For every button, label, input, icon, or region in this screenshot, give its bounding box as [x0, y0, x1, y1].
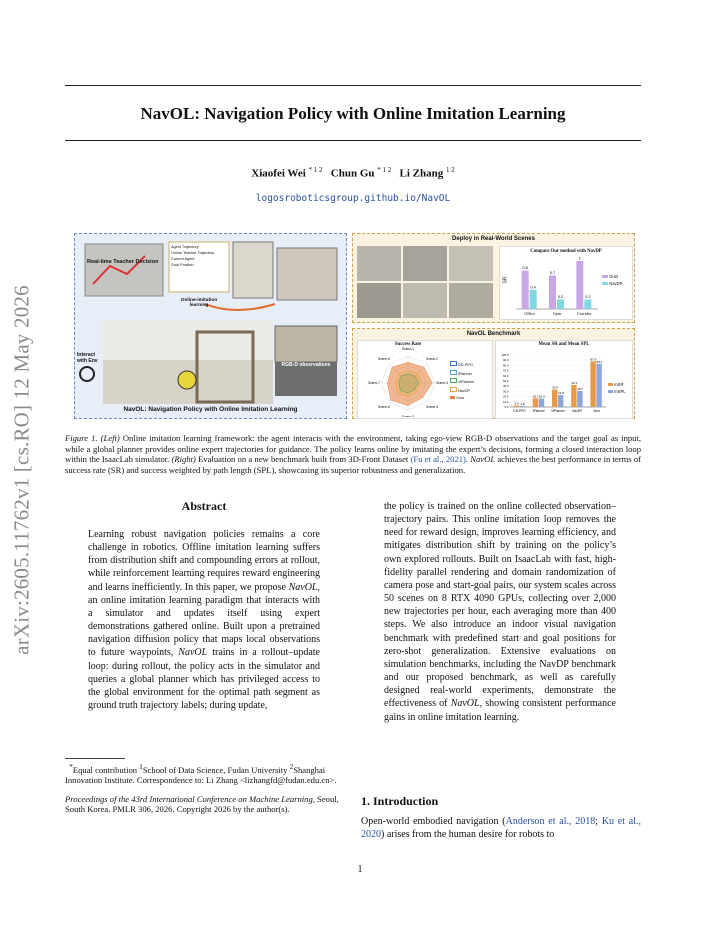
legend-swatch	[450, 361, 457, 366]
title-bottom-rule	[65, 140, 641, 141]
legend-swatch	[450, 387, 457, 392]
loop-icon	[80, 367, 94, 381]
figure-left-panel	[74, 233, 347, 419]
author-list	[65, 166, 641, 180]
data-label: 0.7	[549, 270, 556, 275]
legend-item	[608, 388, 626, 395]
legend-text: DD-PPO	[458, 363, 473, 367]
bar	[533, 398, 538, 407]
radar-axis-label: Scene-7	[368, 381, 380, 385]
intro-text-part: Open-world embodied navigation (	[361, 816, 506, 827]
real-world-photo	[357, 283, 401, 318]
radar-title: Success Rate	[394, 342, 422, 347]
rgb-observation-image	[275, 326, 337, 362]
bar	[584, 299, 591, 309]
bar	[530, 290, 537, 309]
teacher-map-image	[85, 244, 163, 296]
real-world-photo	[449, 283, 493, 318]
intro-text-part: ) arises from the human desire for robots to	[381, 829, 555, 841]
footnote-affiliations: *Equal contribution $^1$School of Data Science, Fudan University $^2$Shanghai Innovation Institute. Correspondence to: Li Zhang <lizhangfd@fudan.edu.cn>.	[65, 763, 337, 786]
caption-right-tag: (Right)	[171, 454, 196, 465]
citation-link[interactable]: Ku et al., 2020	[361, 816, 642, 841]
legend-item: Online Teacher Trajectory	[171, 251, 215, 255]
y-tick-label: 30.0	[503, 389, 509, 394]
legend-swatch	[608, 383, 613, 386]
title-top-rule	[65, 85, 641, 86]
data-label: 0.2	[585, 294, 591, 299]
project-url-link[interactable]: logosroboticsgroup.github.io/NavOL	[255, 193, 451, 204]
tick-label: iPlanner	[532, 409, 545, 413]
figure-banner: NavOL: Navigation Policy with Online Imitation Learning	[123, 406, 298, 413]
footnote-text: Equal contribution	[72, 764, 138, 775]
tick-label: DD-PPO	[513, 409, 526, 413]
legend-swatch	[450, 396, 455, 399]
legend-text: ViPlanner	[458, 380, 475, 384]
footnote-text: School of Data Science, Fudan University	[142, 764, 288, 775]
radar-axis-label: Scene-3	[436, 381, 448, 385]
data-label: 16.4	[538, 394, 545, 399]
paper-title: NavOL: Navigation Policy with Online Imitation Learning	[140, 104, 566, 123]
legend-text: Ours	[609, 274, 619, 279]
radar-chart-svg	[358, 341, 458, 417]
caption-navol: NavOL	[470, 454, 496, 465]
bar	[520, 406, 525, 407]
figure-legend	[171, 244, 227, 268]
bar	[522, 271, 529, 309]
citation-link[interactable]: Anderson et al., 2018	[505, 816, 596, 827]
y-tick-label: 0.0	[504, 405, 509, 409]
data-label: 2.9	[514, 401, 519, 406]
legend-item: Current Agent	[171, 257, 195, 261]
figure-caption	[65, 433, 641, 475]
radar-panel	[357, 340, 493, 419]
bar	[571, 385, 576, 407]
robot-dog-shape	[178, 371, 196, 389]
bar	[576, 261, 583, 309]
interact-env-label: Interact with Env	[77, 352, 98, 364]
data-label: 42.3	[571, 381, 578, 386]
y-tick-label: 100.0	[501, 353, 509, 357]
bar	[552, 390, 557, 407]
tick-label: Ours	[592, 409, 600, 413]
abstract-navol: NavOL	[288, 581, 318, 593]
radar-axis-label: Scene-8	[378, 356, 390, 361]
legend-text: mSPL	[614, 389, 626, 394]
author-name: Xiaofei Wei	[251, 167, 306, 180]
mean-bar-legend	[608, 381, 626, 395]
tick-label: Corridor	[577, 311, 592, 316]
legend-text: NavDP	[609, 281, 623, 286]
legend-item: Agent Trajectory	[171, 245, 199, 249]
y-tick-label: 40.0	[503, 384, 509, 389]
y-tick-label: 10.0	[503, 399, 509, 404]
y-tick-label: 70.0	[503, 368, 509, 373]
arxiv-stamp-text: arXiv:2605.11762v1 [cs.RO] 12 May 2026	[9, 285, 34, 655]
bar	[557, 299, 564, 309]
legend-swatch	[608, 390, 613, 393]
proceedings-note	[65, 794, 355, 815]
abstract-right-text	[384, 500, 616, 724]
page-number: 1	[357, 864, 363, 875]
legend-text: NavDP	[458, 388, 471, 393]
author-name: Chun Gu	[330, 167, 375, 180]
legend-item	[608, 381, 626, 388]
legend-swatch	[450, 370, 457, 375]
caption-text: achieves the best performance in terms of success rate (SR) and success weighted by path length (SPL), showcasing its superior robustness and generalization.	[65, 454, 642, 475]
radar-axis-label: Scene-1	[402, 347, 414, 351]
figure-right-top	[352, 233, 635, 323]
abstract-text: the policy is trained on the online collected observation–trajectory pairs. This online imitation loop removes the need for reward design, improves learning efficiency, and mitigates distribution shift by training on the policy’s own explored rollouts. Built on IsaacLab with fast, high-fidelity parallel rendering and domain randomization of camera pose and start-goal pairs, our system scales across 50 scenes on 8 RTX 4090 GPUs, collecting over 2,000 new trajectories per hour, each averaging more than 400 steps. We also introduce an indoor visual navigation benchmark with predefined start and goal positions for zero-shot generalization. Extensive evaluations on simulation benchmarks, including the NavDP benchmark and our proposed benchmark, as well as carefully designed real-world experiments, demonstrate the effectiveness of	[384, 501, 616, 710]
tick-label: Gym	[552, 311, 562, 316]
compare-chart-panel	[499, 246, 633, 320]
scene-wall	[103, 320, 273, 360]
tick-label: NavDP	[572, 409, 583, 413]
footnote-rule	[65, 758, 125, 759]
data-label: 83.1	[596, 359, 603, 364]
bar	[577, 391, 582, 407]
footnote-text: Shanghai Innovation Institute. Correspondence to: Li Zhang <lizhangfd@fudan.edu.cn>.	[65, 764, 337, 786]
abstract-text: trains in a rollout–update loop: during rollout, the policy acts in the simulator and queries a global planner which has privileged access to the global environment for the optimal path segment as ground truth trajectory labels; during update,	[88, 647, 320, 712]
intro-heading: 1. Introduction	[361, 794, 439, 808]
abstract-heading: Abstract	[181, 499, 227, 513]
author-affil: 1 2	[445, 166, 455, 174]
proceedings-text: , Seoul, South Korea. PMLR 306, 2026. Copyright 2026 by the author(s).	[65, 793, 339, 815]
data-label: 22.8	[558, 391, 564, 396]
legend-item	[450, 361, 474, 370]
radar-legend	[450, 361, 474, 403]
y-tick-label: 60.0	[503, 373, 509, 378]
abstract-text: , showing consistent performance gains in online imitation learning.	[384, 698, 616, 723]
data-label: 33.6	[552, 385, 558, 390]
intro-text-part: ;	[595, 816, 602, 827]
real-world-photo	[449, 246, 493, 281]
legend-text: mSR	[614, 382, 624, 387]
teacher-decision-label: Real-time Teacher Decision	[87, 259, 159, 265]
mean-bar-chart-svg	[496, 341, 632, 418]
radar-axis-label: Scene-2	[426, 356, 438, 361]
data-label: 1	[578, 256, 581, 261]
legend-text: iPlanner	[458, 371, 472, 376]
abstract-navol: NavOL	[178, 647, 208, 659]
data-label: 16.7	[532, 394, 539, 399]
mean-bar-title: Mean SR and Mean SPL	[538, 342, 590, 347]
legend-ours	[602, 273, 622, 280]
data-label: 0.8	[522, 266, 528, 271]
mean-bar-panel	[495, 340, 633, 419]
data-label: 30.7	[577, 387, 584, 392]
real-world-photo	[403, 246, 447, 281]
y-tick-label: 80.0	[503, 363, 509, 368]
legend-swatch	[450, 378, 457, 383]
bar	[539, 398, 544, 407]
legend-navdp	[602, 280, 622, 287]
author-affil: * 1 2	[377, 166, 392, 174]
data-label: 87.9	[590, 357, 597, 362]
benchmark-title: NavOL Benchmark	[466, 331, 521, 337]
legend-item	[450, 387, 474, 396]
data-label: 1.8	[520, 402, 525, 407]
author-affil: * 1 2	[308, 166, 323, 174]
data-label: 0.4	[530, 285, 536, 290]
caption-text: Evaluation on a new benchmark built from 3D-Front Dataset	[195, 454, 411, 465]
proceedings-title: Proceedings of the 43rd International Conference on Machine Learning	[65, 793, 313, 804]
floorplan-image	[233, 242, 273, 298]
bar	[558, 395, 563, 407]
tick-label: Office	[524, 311, 535, 316]
rgbd-label: RGB-D observations	[281, 362, 331, 368]
caption-label: Figure 1.	[65, 433, 98, 443]
compare-ylabel: SR	[502, 276, 509, 284]
citation-link[interactable]: (Fu et al., 2021)	[410, 454, 466, 465]
bar	[590, 361, 595, 407]
radar-axis-label: Scene-5	[402, 415, 414, 417]
arxiv-stamp	[2, 250, 42, 690]
footnote	[65, 762, 355, 814]
radar-axis-label: Scene-6	[378, 405, 390, 410]
floorplan-image	[277, 248, 337, 300]
y-tick-label: 20.0	[503, 394, 509, 399]
caption-left-tag: (Left)	[100, 433, 120, 443]
online-imitation-label: Online-imitation learning	[180, 298, 218, 308]
y-tick-label: 90.0	[503, 358, 509, 363]
legend-text: Ours	[456, 396, 465, 400]
author-name: Li Zhang	[399, 167, 444, 180]
legend-item	[450, 395, 474, 403]
real-world-photo	[403, 283, 447, 318]
abstract-text: , an online imitation learning paradigm that interacts with a simulator and updates itself using expert demonstrations gathered online. Built upon a pretrained navigation diffusion policy that maps local observations to future waypoints,	[88, 581, 320, 659]
bar	[549, 275, 556, 309]
deploy-title: Deploy in Real-World Scenes	[452, 236, 535, 242]
y-tick-label: 50.0	[503, 379, 509, 383]
figure-right-bottom	[352, 328, 635, 419]
abstract-left-text	[88, 528, 320, 712]
radar-axis-label: Scene-4	[426, 405, 438, 410]
legend-item: Goal Position	[171, 263, 194, 267]
abstract-text: Learning robust navigation policies remains a core challenge in robotics. Offline imitation learning suffers from distribution shift and compounding errors at rollout, while reinforcement learning requires reward engineering and learns inefficiently. In this paper, we propose	[88, 529, 320, 593]
caption-text: .	[465, 454, 471, 465]
legend-item	[450, 370, 474, 379]
compare-legend	[602, 273, 622, 287]
tick-label: ViPlanner	[551, 409, 565, 413]
bar	[514, 405, 519, 407]
legend-item	[450, 378, 474, 387]
legend-swatch	[602, 275, 608, 278]
real-world-photo	[357, 246, 401, 281]
abstract-navol: NavOL	[450, 698, 480, 710]
intro-text	[361, 815, 641, 841]
compare-chart-title: Compare Our method with NavDP	[530, 249, 602, 254]
legend-swatch	[602, 282, 608, 285]
caption-text: Online imitation learning framework: the agent interacts with the environment, taking ego-view RGB-D observations and the target goal as input, while a global planner provides online expert trajectories for guidance. The policy learns online by imitating the expert’s decisions, forming a closed interaction loop within the IsaacLab simulator.	[65, 433, 641, 465]
data-label: 0.2	[557, 294, 564, 299]
bar	[596, 364, 601, 407]
